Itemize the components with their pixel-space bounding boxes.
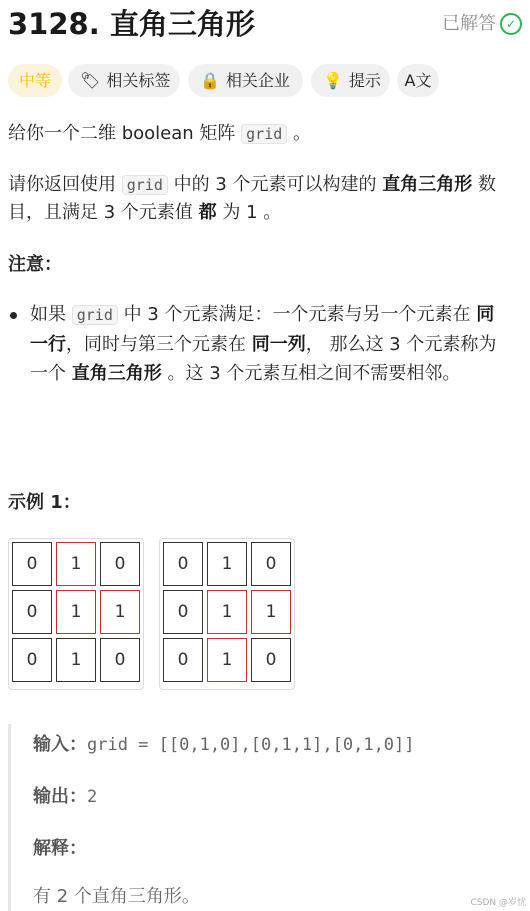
hint-label: 提示 bbox=[348, 71, 381, 90]
grid-cell: 1 bbox=[207, 590, 247, 634]
note-title: 注意： bbox=[8, 254, 62, 275]
watermark: CSDN @岁忧 bbox=[470, 898, 526, 908]
title-row bbox=[8, 0, 526, 44]
grid-cell: 1 bbox=[207, 638, 247, 682]
example-grid-1 bbox=[8, 538, 144, 690]
description-paragraph-1 bbox=[8, 120, 518, 148]
grid-cell: 0 bbox=[12, 542, 52, 586]
text: 数目，且满足 3 个元素值 bbox=[8, 174, 496, 223]
translate-button[interactable] bbox=[397, 64, 439, 97]
bold-text: 都 bbox=[198, 202, 217, 223]
translate-icon: A文 bbox=[404, 71, 432, 90]
grid-cell: 0 bbox=[163, 542, 203, 586]
example-title: 示例 1： bbox=[8, 492, 81, 513]
grid-cell: 0 bbox=[100, 638, 140, 682]
difficulty-badge bbox=[8, 64, 62, 97]
output-value: 2 bbox=[87, 787, 98, 807]
description-paragraph-2 bbox=[8, 171, 523, 227]
tag-icon: 🏷 bbox=[80, 71, 101, 90]
explanation-line bbox=[33, 834, 87, 860]
code-grid: grid bbox=[241, 124, 287, 144]
grid-cell: 0 bbox=[12, 590, 52, 634]
grid-cell: 1 bbox=[251, 590, 291, 634]
bullet-dot bbox=[10, 312, 17, 319]
input-value: grid = [[0,1,0],[0,1,1],[0,1,0]] bbox=[87, 735, 415, 755]
grid-cell: 0 bbox=[251, 542, 291, 586]
grid-cell: 1 bbox=[56, 542, 96, 586]
code-grid: grid bbox=[122, 175, 168, 195]
lightbulb-icon: 💡 bbox=[323, 71, 343, 90]
grid-cell: 0 bbox=[12, 638, 52, 682]
grid-cell: 0 bbox=[100, 542, 140, 586]
output-label: 输出： bbox=[33, 786, 87, 807]
text: 为 1 。 bbox=[222, 202, 282, 223]
grid-cell: 1 bbox=[56, 638, 96, 682]
grid-cell: 1 bbox=[100, 590, 140, 634]
code-grid: grid bbox=[72, 305, 118, 325]
bold-text: 同一列 bbox=[251, 334, 306, 355]
text: ，同时与第三个元素在 bbox=[66, 334, 246, 355]
bold-text: 同一行 bbox=[30, 304, 495, 355]
related-companies-label: 相关企业 bbox=[225, 71, 290, 90]
explanation-label: 解释： bbox=[33, 838, 87, 859]
explanation-text: 有 2 个直角三角形。 bbox=[33, 886, 200, 907]
text: 如果 bbox=[30, 304, 66, 325]
text: 给你一个二维 boolean 矩阵 bbox=[8, 123, 236, 144]
related-companies-button[interactable] bbox=[188, 64, 303, 97]
text: 。 bbox=[293, 123, 312, 144]
text: ， 那么这 3 个元素称为一个 bbox=[30, 334, 497, 384]
related-tags-label: 相关标签 bbox=[106, 71, 171, 90]
problem-title: 3128. 直角三角形 bbox=[8, 7, 255, 41]
difficulty-label: 中等 bbox=[18, 71, 51, 90]
check-circle-icon: ✓ bbox=[500, 13, 522, 35]
lock-icon: 🔒 bbox=[200, 71, 220, 90]
text: 中的 3 个元素可以构建的 bbox=[173, 174, 377, 195]
text: 请你返回使用 bbox=[8, 174, 116, 195]
solved-status bbox=[442, 9, 522, 35]
example-grid-2 bbox=[159, 538, 295, 690]
solved-label: 已解答 bbox=[442, 13, 496, 34]
grid-cell: 1 bbox=[56, 590, 96, 634]
related-tags-button[interactable] bbox=[68, 64, 180, 97]
note-bullet bbox=[30, 300, 508, 388]
text: 。这 3 个元素互相之间不需要相邻。 bbox=[167, 363, 461, 384]
bold-text: 直角三角形 bbox=[382, 174, 473, 195]
grid-cell: 0 bbox=[163, 590, 203, 634]
hint-button[interactable] bbox=[311, 64, 390, 97]
example-block bbox=[8, 724, 529, 911]
grid-cell: 0 bbox=[251, 638, 291, 682]
grid-cell: 0 bbox=[163, 638, 203, 682]
input-line bbox=[33, 730, 415, 756]
bold-text: 直角三角形 bbox=[71, 363, 162, 384]
text: 中 3 个元素满足：一个元素与另一个元素在 bbox=[123, 304, 471, 325]
input-label: 输入： bbox=[33, 734, 87, 755]
output-line bbox=[33, 782, 97, 808]
grid-cell: 1 bbox=[207, 542, 247, 586]
